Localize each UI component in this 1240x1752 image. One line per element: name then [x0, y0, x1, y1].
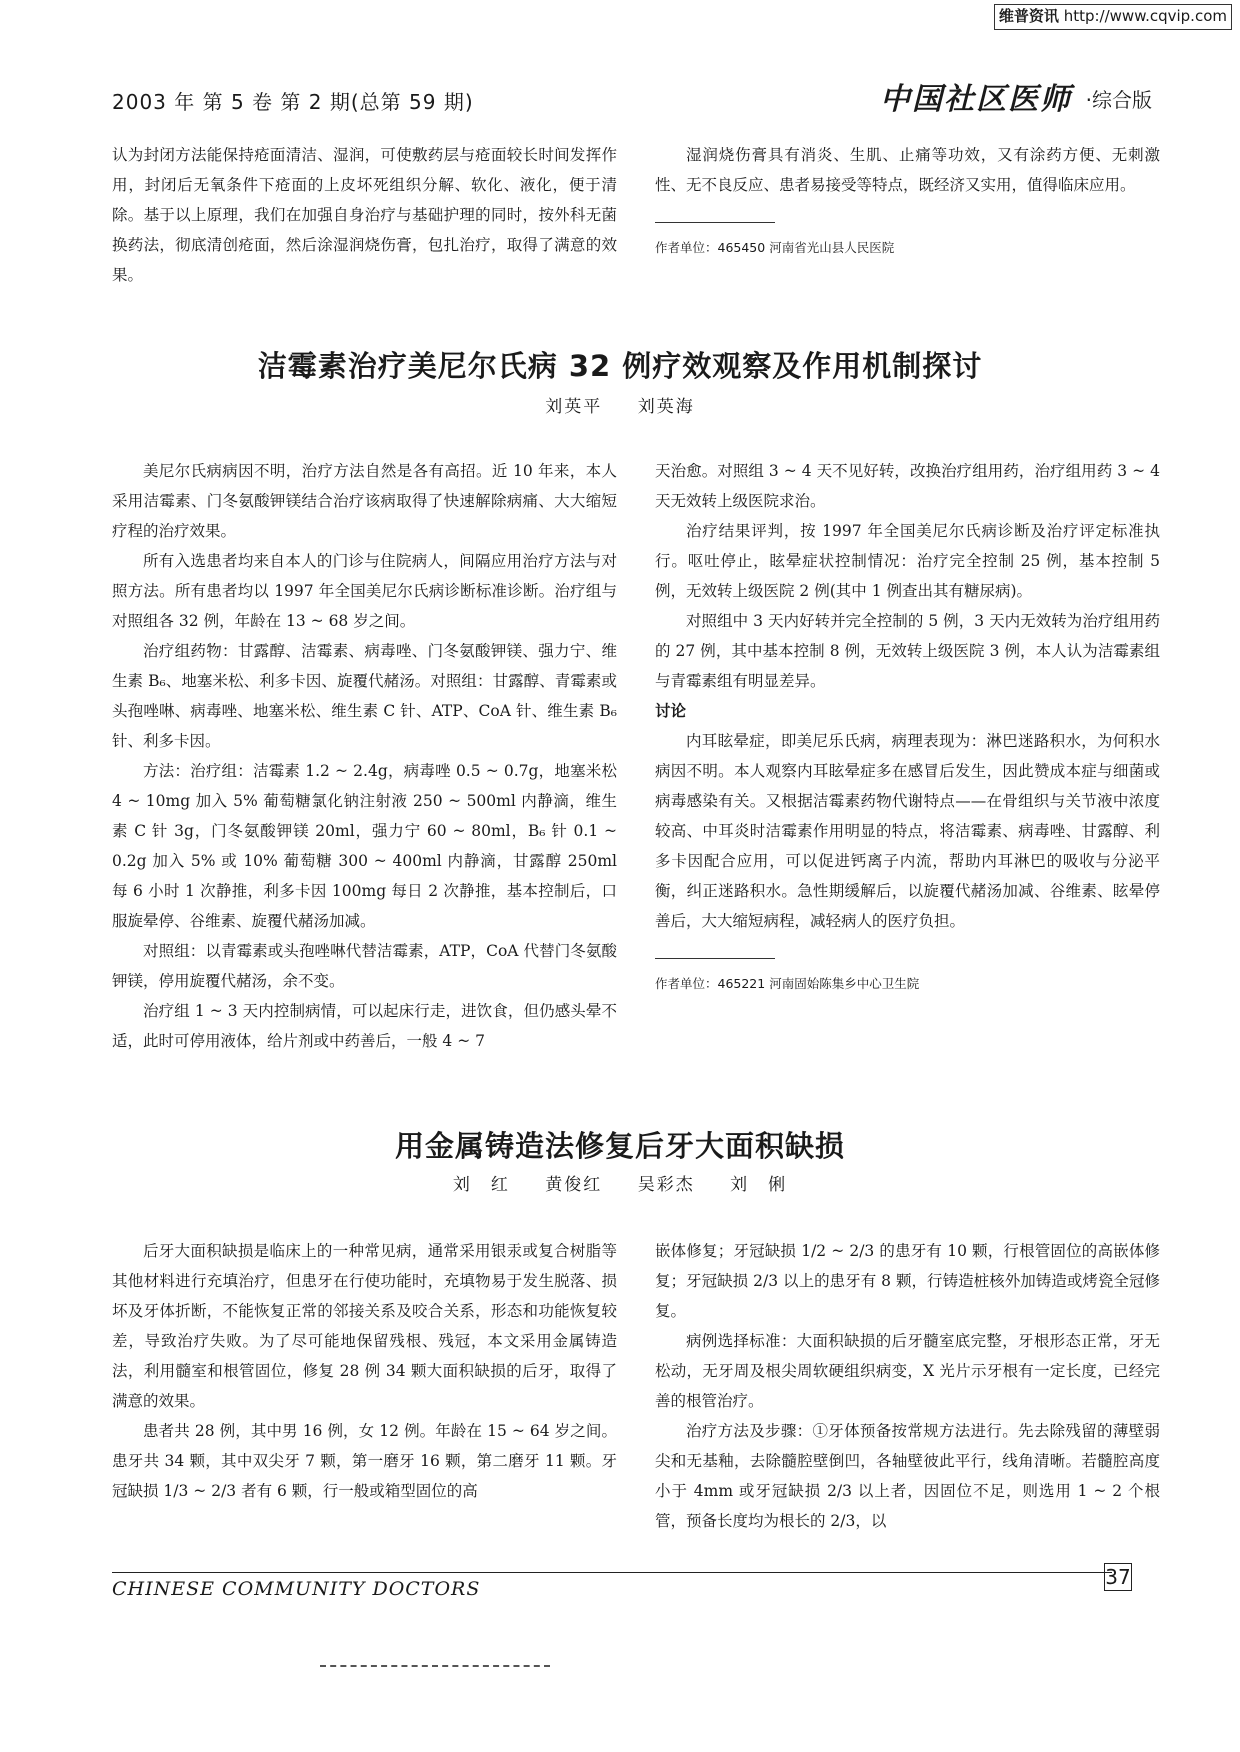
article-authors [0, 1170, 1240, 1195]
author-name: 刘英平 [545, 397, 603, 417]
affiliation-rule [655, 222, 775, 223]
source-watermark [994, 4, 1232, 30]
paragraph: 认为封闭方法能保持疮面清洁、湿润，可使敷药层与疮面较长时间发挥作用，封闭后无氧条件下疮面的上皮坏死组织分解、软化、液化，便于清除。基于以上原理，我们在加强自身治疗与基础护理的同时，按外科无菌换药法，彻底清创疮面，然后涂湿润烧伤膏，包扎治疗，取得了满意的效果。 [112, 146, 617, 284]
article1-left-column [112, 456, 617, 1056]
article2-left-column [112, 1236, 617, 1506]
paragraph: 患者共 28 例，其中男 16 例，女 12 例。年龄在 15 ~ 64 岁之间。患牙共 34 颗，其中双尖牙 7 颗，第一磨牙 16 颗，第二磨牙 11 颗。牙冠缺损 1/3 ~ 2/3 者有 6 颗，行一般或箱型固位的高 [112, 1422, 617, 1500]
author-name: 黄俊红 [545, 1175, 603, 1195]
paragraph: 美尼尔氏病病因不明，治疗方法自然是各有高招。近 10 年来，本人采用洁霉素、门冬氨酸钾镁结合治疗该病取得了快速解除病痛、大大缩短疗程的治疗效果。 [112, 462, 617, 540]
article1-right-column [655, 456, 1160, 999]
section-heading: 讨论 [655, 702, 687, 720]
paragraph: 所有入选患者均来自本人的门诊与住院病人，间隔应用治疗方法与对照方法。所有患者均以 1997 年全国美尼尔氏病诊断标准诊断。治疗组与对照组各 32 例，年龄在 13 ~ 68 岁之间。 [112, 552, 617, 630]
paragraph: 内耳眩晕症，即美尼乐氏病，病理表现为：淋巴迷路积水，为何积水病因不明。本人观察内耳眩晕症多在感冒后发生，因此赞成本症与细菌或病毒感染有关。又根据洁霉素药物代谢特点——在骨组织与关节液中浓度较高、中耳炎时洁霉素作用明显的特点，将洁霉素、病毒唑、甘露醇、利多卡因配合应用，可以促进钙离子内流，帮助内耳淋巴的吸收与分泌平衡，纠正迷路积水。急性期缓解后，以旋覆代赭汤加减、谷维素、眩晕停善后，大大缩短病程，减轻病人的医疗负担。 [655, 732, 1160, 930]
paragraph: 治疗结果评判，按 1997 年全国美尼尔氏病诊断及治疗评定标准执行。呕吐停止，眩晕症状控制情况：治疗完全控制 25 例，基本控制 5 例，无效转上级医院 2 例(其中 1 例查出其有糖尿病)。 [655, 522, 1160, 600]
paragraph: 湿润烧伤膏具有消炎、生肌、止痛等功效，又有涂药方便、无刺激性、无不良反应、患者易接受等特点，既经济又实用，值得临床应用。 [655, 146, 1160, 194]
watermark-brand: 维普资讯 [998, 7, 1059, 25]
prev-article-right-column [655, 140, 1160, 263]
paragraph: 治疗方法及步骤：①牙体预备按常规方法进行。先去除残留的薄壁弱尖和无基釉，去除髓腔壁倒凹，各轴壁彼此平行，线角清晰。若髓腔高度小于 4mm 或牙冠缺损 2/3 以上者，因固位不足，则选用 1 ~ 2 个根管，预备长度均为根长的 2/3，以 [655, 1422, 1160, 1530]
footer-rule [112, 1572, 1112, 1573]
journal-english-name: CHINESE COMMUNITY DOCTORS [112, 1578, 481, 1600]
article-authors [0, 392, 1240, 417]
issue-info: 2003 年 第 5 卷 第 2 期(总第 59 期) [112, 90, 474, 114]
watermark-url[interactable]: http://www.cqvip.com [1063, 7, 1227, 25]
author-name: 吴彩杰 [637, 1175, 695, 1195]
author-name: 刘 俐 [730, 1175, 788, 1195]
paragraph: 对照组：以青霉素或头孢唑啉代替洁霉素，ATP，CoA 代替门冬氨酸钾镁，停用旋覆代赭汤，余不变。 [112, 942, 617, 990]
paragraph: 病例选择标准：大面积缺损的后牙髓室底完整，牙根形态正常，牙无松动，无牙周及根尖周软硬组织病变，X 光片示牙根有一定长度，已经完善的根管治疗。 [655, 1332, 1160, 1410]
article-title: 洁霉素治疗美尼尔氏病 32 例疗效观察及作用机制探讨 [257, 349, 983, 383]
author-name: 刘英海 [637, 397, 695, 417]
author-name: 刘 红 [452, 1175, 510, 1195]
paragraph: 治疗组 1 ~ 3 天内控制病情，可以起床行走，进饮食，但仍感头晕不适，此时可停用液体，给片剂或中药善后，一般 4 ~ 7 [112, 1002, 617, 1050]
paragraph: 对照组中 3 天内好转并完全控制的 5 例，3 天内无效转为治疗组用药的 27 例，其中基本控制 8 例，无效转上级医院 3 例，本人认为洁霉素组与青霉素组有明显差异。 [655, 612, 1160, 690]
author-affiliation: 作者单位：465221 河南固始陈集乡中心卫生院 [655, 976, 920, 991]
page-number: 37 [1105, 1565, 1131, 1589]
author-affiliation: 作者单位：465450 河南省光山县人民医院 [655, 240, 895, 255]
journal-edition: ·综合版 [1085, 88, 1152, 112]
paragraph: 治疗组药物：甘露醇、洁霉素、病毒唑、门冬氨酸钾镁、强力宁、维生素 B₆、地塞米松、利多卡因、旋覆代赭汤。对照组：甘露醇、青霉素或头孢唑啉、病毒唑、地塞米松、维生素 C 针、ATP、CoA 针、维生素 B₆ 针、利多卡因。 [112, 642, 617, 750]
paragraph: 方法：治疗组：洁霉素 1.2 ~ 2.4g，病毒唑 0.5 ~ 0.7g，地塞米松 4 ~ 10mg 加入 5% 葡萄糖氯化钠注射液 250 ~ 500ml 内静滴，维生素 C 针 3g，门冬氨酸钾镁 20ml，强力宁 60 ~ 80ml，B₆ 针 0.1 ~ 0.2g 加入 5% 或 10% 葡萄糖 300 ~ 400ml 内静滴，甘露醇 250ml 每 6 小时 1 次静推，利多卡因 100mg 每日 2 次静推，基本控制后，口服旋晕停、谷维素、旋覆代赭汤加减。 [112, 762, 617, 930]
journal-logo: 中国社区医师 [880, 82, 1072, 117]
scan-artifact [320, 1665, 550, 1667]
paragraph: 嵌体修复；牙冠缺损 1/2 ~ 2/3 的患牙有 10 颗，行根管固位的高嵌体修复；牙冠缺损 2/3 以上的患牙有 8 颗，行铸造桩核外加铸造或烤瓷全冠修复。 [655, 1242, 1160, 1320]
paragraph: 后牙大面积缺损是临床上的一种常见病，通常采用银汞或复合树脂等其他材料进行充填治疗，但患牙在行使功能时，充填物易于发生脱落、损坏及牙体折断，不能恢复正常的邻接关系及咬合关系，形态和功能恢复较差，导致治疗失败。为了尽可能地保留残根、残冠，本文采用金属铸造法，利用髓室和根管固位，修复 28 例 34 颗大面积缺损的后牙，取得了满意的效果。 [112, 1242, 617, 1410]
article-title: 用金属铸造法修复后牙大面积缺损 [394, 1129, 845, 1163]
article2-right-column [655, 1236, 1160, 1536]
paragraph: 天治愈。对照组 3 ~ 4 天不见好转，改换治疗组用药，治疗组用药 3 ~ 4 天无效转上级医院求治。 [655, 462, 1160, 510]
prev-article-left-column [112, 140, 617, 290]
affiliation-rule [655, 958, 775, 959]
